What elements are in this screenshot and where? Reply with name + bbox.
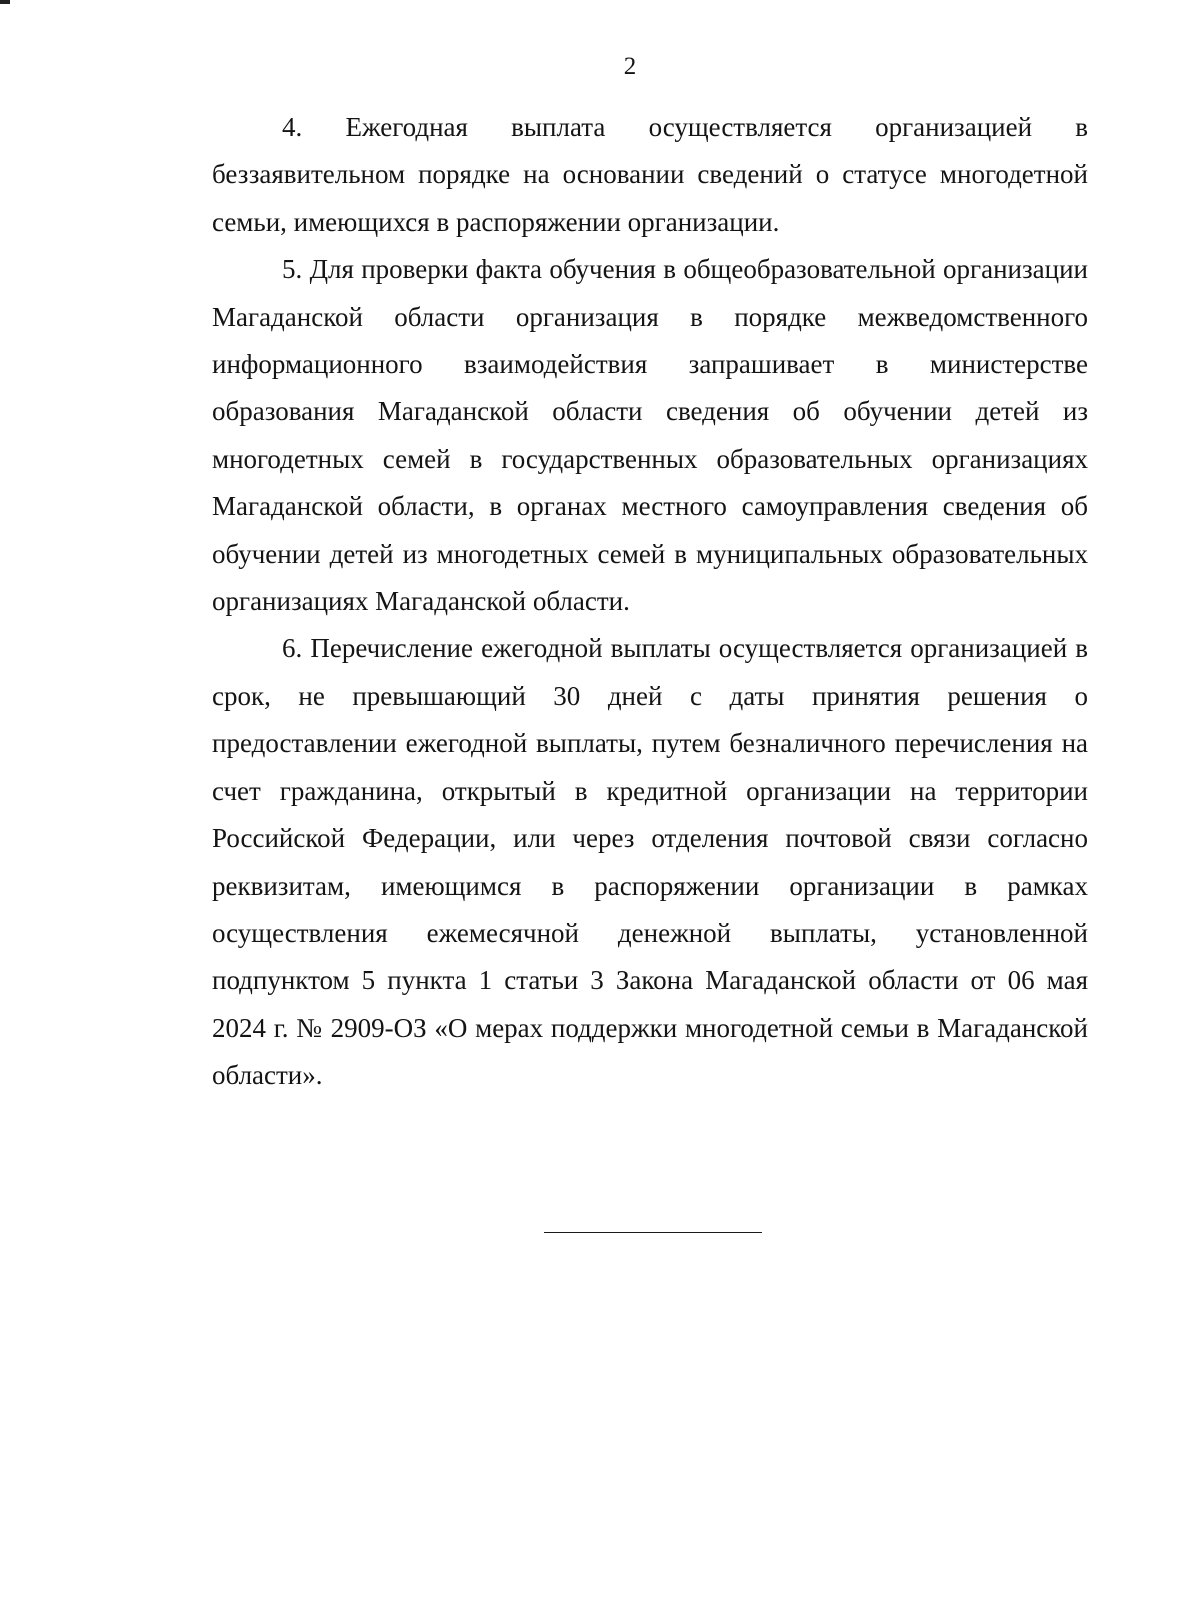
page-number: 2 [623,53,637,80]
paragraph-4: 4. Ежегодная выплата осуществляется организацией в беззаявительном порядке на основании сведений о статусе многодетной семьи, имеющихся в распоряжении организации. [212,112,1088,237]
paragraph-5: 5. Для проверки факта обучения в общеобразовательной организации Магаданской области организация в порядке межведомственного информационного взаимодействия запрашивает в министерстве образования Магаданской области сведения об обучении детей из многодетных семей в государственных образовательных организациях Магаданской области, в органах местного самоуправления сведения об обучении детей из многодетных семей в муниципальных образовательных организациях Магаданской области. [212,254,1088,617]
paragraph-6: 6. Перечисление ежегодной выплаты осуществляется организацией в срок, не превышающий 30 дней с даты принятия решения о предоставлении ежегодной выплаты, путем безналичного перечисления на счет гражданина, открытый в кредитной организации на территории Российской Федерации, или через отделения почтовой связи согласно реквизитам, имеющимся в распоряжении организации в рамках осуществления ежемесячной денежной выплаты, установленной подпунктом 5 пункта 1 статьи 3 Закона Магаданской области от 06 мая 2024 г. № 2909-ОЗ «О мерах поддержки многодетной семьи в Магаданской области». [212,633,1088,1091]
scan-corner-mark [0,0,10,4]
document-body [212,104,1088,1100]
end-separator-line [544,1232,762,1233]
